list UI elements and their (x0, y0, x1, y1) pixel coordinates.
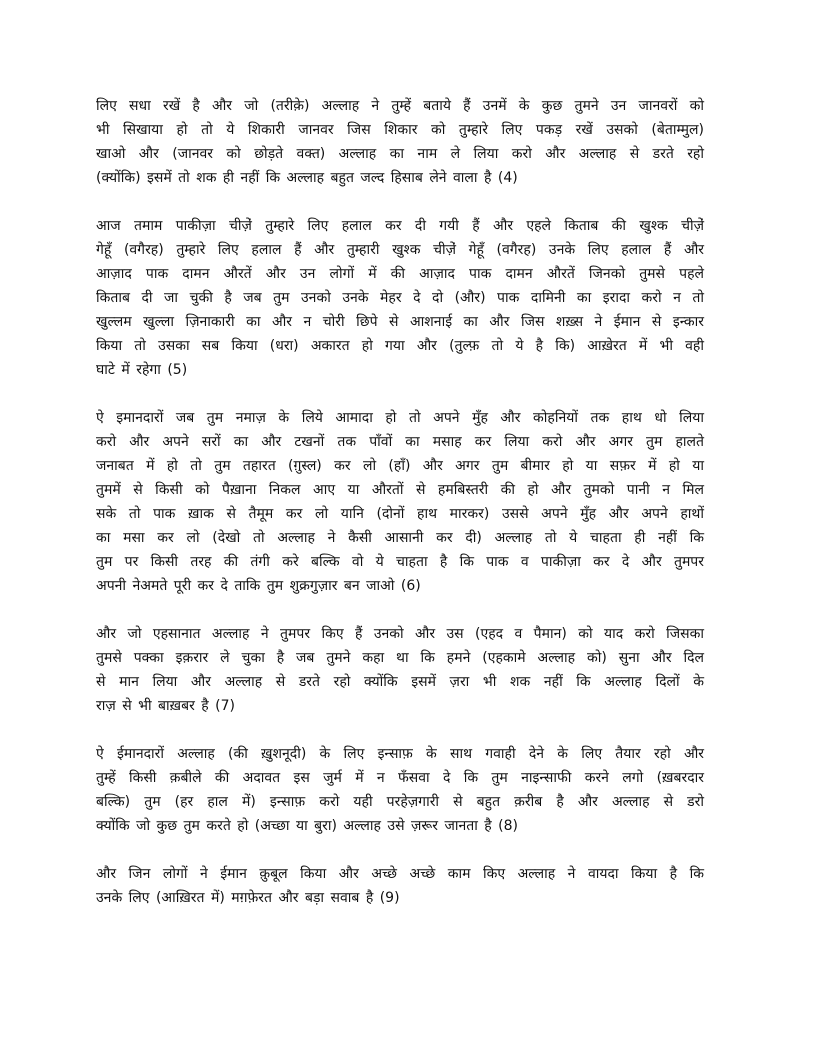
text-line: क्योंकि जो कुछ तुम करते हो (अच्छा या बुरा) अल्लाह उसे ज़रूर जानता है (8) (96, 818, 519, 834)
text-line: जनाबत में हो तो तुम तहारत (ग़ुस्ल) कर लो (हाँ) और अगर तुम बीमार हो या सफ़र में हो या (96, 458, 704, 474)
text-line: गेहूँ (वगैरह) तुम्हारे लिए हलाल हैं और तुम्हारी खुश्क चीजे़ं गेहूँ (वगैरह) उनके लिए हलाल हैं और (96, 242, 704, 258)
paragraph (96, 622, 704, 718)
document-body (96, 94, 704, 934)
text-line: करो और अपने सरों का और टखनों तक पाँवों का मसाह कर लिया करो और अगर तुम हालते (96, 434, 704, 450)
text-line: से मान लिया और अल्लाह से डरते रहो क्योंकि इसमें ज़रा भी शक नहीं कि अल्लाह दिलों के (96, 674, 704, 690)
text-line: (क्योंकि) इसमें तो शक ही नहीं कि अल्लाह बहुत जल्द हिसाब लेने वाला है (4) (96, 170, 518, 186)
paragraph (96, 214, 704, 382)
text-line: तुमसे पक्का इक़रार ले चुका है जब तुमने कहा था कि हमने (एहकामे अल्लाह को) सुना और दिल (96, 650, 704, 666)
paragraph (96, 94, 704, 190)
text-line: आज तमाम पाकीज़ा चीजे़ं तुम्हारे लिए हलाल कर दी गयी हैं और एहले किताब की खुश्क चीजे़ं (96, 218, 704, 234)
text-line: और जो एहसानात अल्लाह ने तुमपर किए हैं उनको और उस (एहद व पैमान) को याद करो जिसका (96, 626, 704, 642)
text-line: ऐ ईमानदारों अल्लाह (की खु़शनूदी) के लिए इन्साफ़ के साथ गवाही देने के लिए तैयार रहो और (96, 746, 704, 762)
text-line: खाओ और (जानवर को छोड़ते वक्त) अल्लाह का नाम ले लिया करो और अल्लाह से डरते रहो (96, 146, 704, 162)
text-line: अपनी नेअमते पूरी कर दे ताकि तुम शुक्रगुज़ार बन जाओ (6) (96, 578, 421, 594)
text-line: ऐ इमानदारों जब तुम नमाज़ के लिये आमादा हो तो अपने मुँह और कोहनियों तक हाथ धो लिया (96, 410, 704, 426)
text-line: खुल्लम खुल्ला ज़िनाकारी का और न चोरी छिपे से आशनाई का और जिस शख़्स ने ईमान से इन्कार (96, 314, 704, 330)
paragraph (96, 862, 704, 910)
text-line: किताब दी जा चुकी है जब तुम उनको उनके मेहर दे दो (और) पाक दामिनी का इरादा करो न तो (96, 290, 704, 306)
text-line: और जिन लोगों ने ईमान क़ुबूल किया और अच्छे अच्छे काम किए अल्लाह ने वायदा किया है कि (96, 866, 704, 882)
text-line: लिए सधा रखें है और जो (तरीके़) अल्लाह ने तुम्हें बताये हैं उनमें के कुछ तुमने उन जानवरों को (96, 98, 704, 114)
paragraph (96, 742, 704, 838)
paragraph (96, 406, 704, 598)
text-line: तुम्हें किसी क़बीले की अदावत इस जुर्म में न फँसवा दे कि तुम नाइन्साफी करने लगो (ख़बरदार (96, 770, 704, 786)
text-line: तुम पर किसी तरह की तंगी करे बल्कि वो ये चाहता है कि पाक व पाकीज़ा कर दे और तुमपर (96, 554, 704, 570)
text-line: तुममें से किसी को पैख़ाना निकल आए या औरतों से हमबिस्तरी की हो और तुमको पानी न मिल (96, 482, 704, 498)
text-line: सके तो पाक ख़ाक से तैमूम कर लो यानि (दोनों हाथ मारकर) उससे अपने मुँह और अपने हाथों (96, 506, 704, 522)
text-line: बल्कि) तुम (हर हाल में) इन्साफ़ करो यही परहेज़गारी से बहुत क़रीब है और अल्लाह से डरो (96, 794, 704, 810)
text-line: किया तो उसका सब किया (धरा) अकारत हो गया और (तुल्फ़ तो ये है कि) आख़ेरत में भी वही (96, 338, 704, 354)
text-line: का मसा कर लो (देखो तो अल्लाह ने कैसी आसानी कर दी) अल्लाह तो ये चाहता ही नहीं कि (96, 530, 704, 546)
text-line: घाटे में रहेगा (5) (96, 362, 188, 378)
text-line: उनके लिए (आख़िरत में) मग़फ़ेरत और बड़ा सवाब है (9) (96, 890, 400, 906)
text-line: भी सिखाया हो तो ये शिकारी जानवर जिस शिकार को तुम्हारे लिए पकड़ रखें उसको (बेताम्मुल) (96, 122, 704, 138)
text-line: राज़ से भी बाख़बर है (7) (96, 698, 235, 714)
text-line: आज़ाद पाक दामन औरतें और उन लोगों में की आज़ाद पाक दामन औरतें जिनको तुमसे पहले (96, 266, 704, 282)
